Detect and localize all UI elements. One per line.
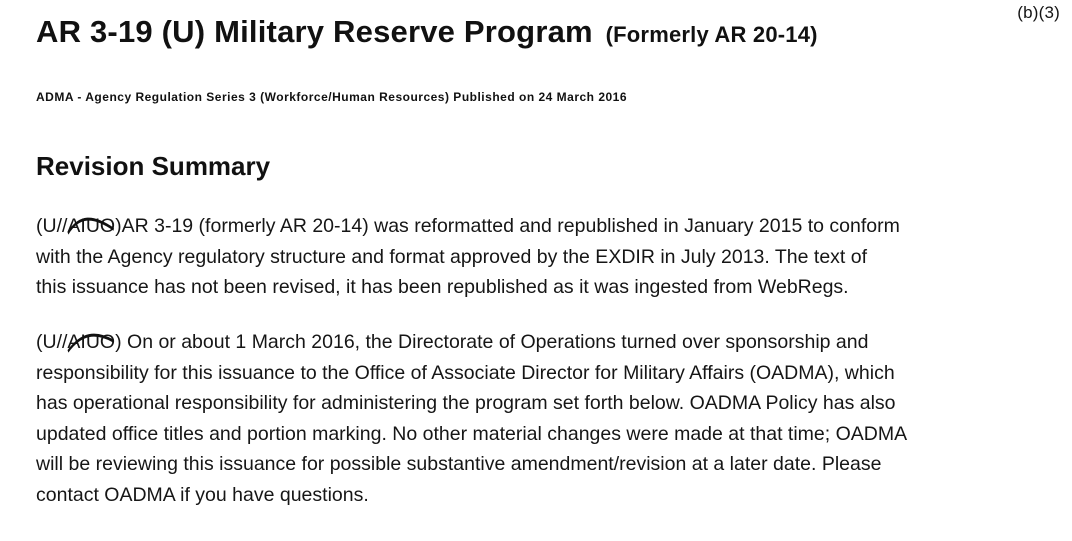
struck-marking [67, 327, 115, 358]
paragraph-line [36, 211, 1056, 242]
paragraph-text: On or about 1 March 2016, the Directorate of Operations turned over sponsorship and [121, 331, 869, 353]
page-title [36, 12, 818, 55]
paragraph-line: will be reviewing this issuance for possible substantive amendment/revision at a later date. Please [36, 453, 882, 475]
former-designation: (Formerly AR 20-14) [605, 22, 818, 47]
revision-paragraph-2 [36, 327, 1056, 510]
paragraph-line: with the Agency regulatory structure and format approved by the EXDIR in July 2013. The text of [36, 245, 868, 268]
paragraph-line: responsibility for this issuance to the Office of Associate Director for Military Affairs (OADMA), which [36, 361, 895, 384]
paragraph-line: updated office titles and portion marking. No other material changes were made at that time; OADMA [36, 422, 908, 445]
foia-exemption-marking: (b)(3) [1017, 3, 1060, 22]
paragraph-line: has operational responsibility for administering the program set forth below. OADMA Policy has also [36, 392, 896, 414]
paragraph-text: AR 3-19 (formerly AR 20-14) was reformatted and republished in January 2015 to conform [121, 215, 900, 237]
struck-marking [67, 211, 115, 242]
portion-marking-prefix: (U// [36, 215, 68, 237]
revision-paragraph-1 [36, 211, 1056, 303]
paragraph-line [36, 327, 1056, 358]
paragraph-line: contact OADMA if you have questions. [36, 483, 369, 506]
portion-marking-prefix: (U// [36, 331, 68, 353]
paragraph-line: this issuance has not been revised, it has been republished as it was ingested from WebRegs. [36, 276, 849, 298]
struck-marking-text: AIUO [67, 215, 116, 237]
title-text: AR 3-19 (U) Military Reserve Program [36, 14, 593, 49]
publication-line: ADMA - Agency Regulation Series 3 (Workforce/Human Resources) Published on 24 March 2016 [36, 90, 628, 104]
portion-marking-suffix: ) [115, 331, 122, 353]
section-heading: Revision Summary [36, 151, 271, 181]
portion-marking-suffix: ) [115, 215, 122, 237]
struck-marking-text: AIUO [67, 331, 116, 353]
